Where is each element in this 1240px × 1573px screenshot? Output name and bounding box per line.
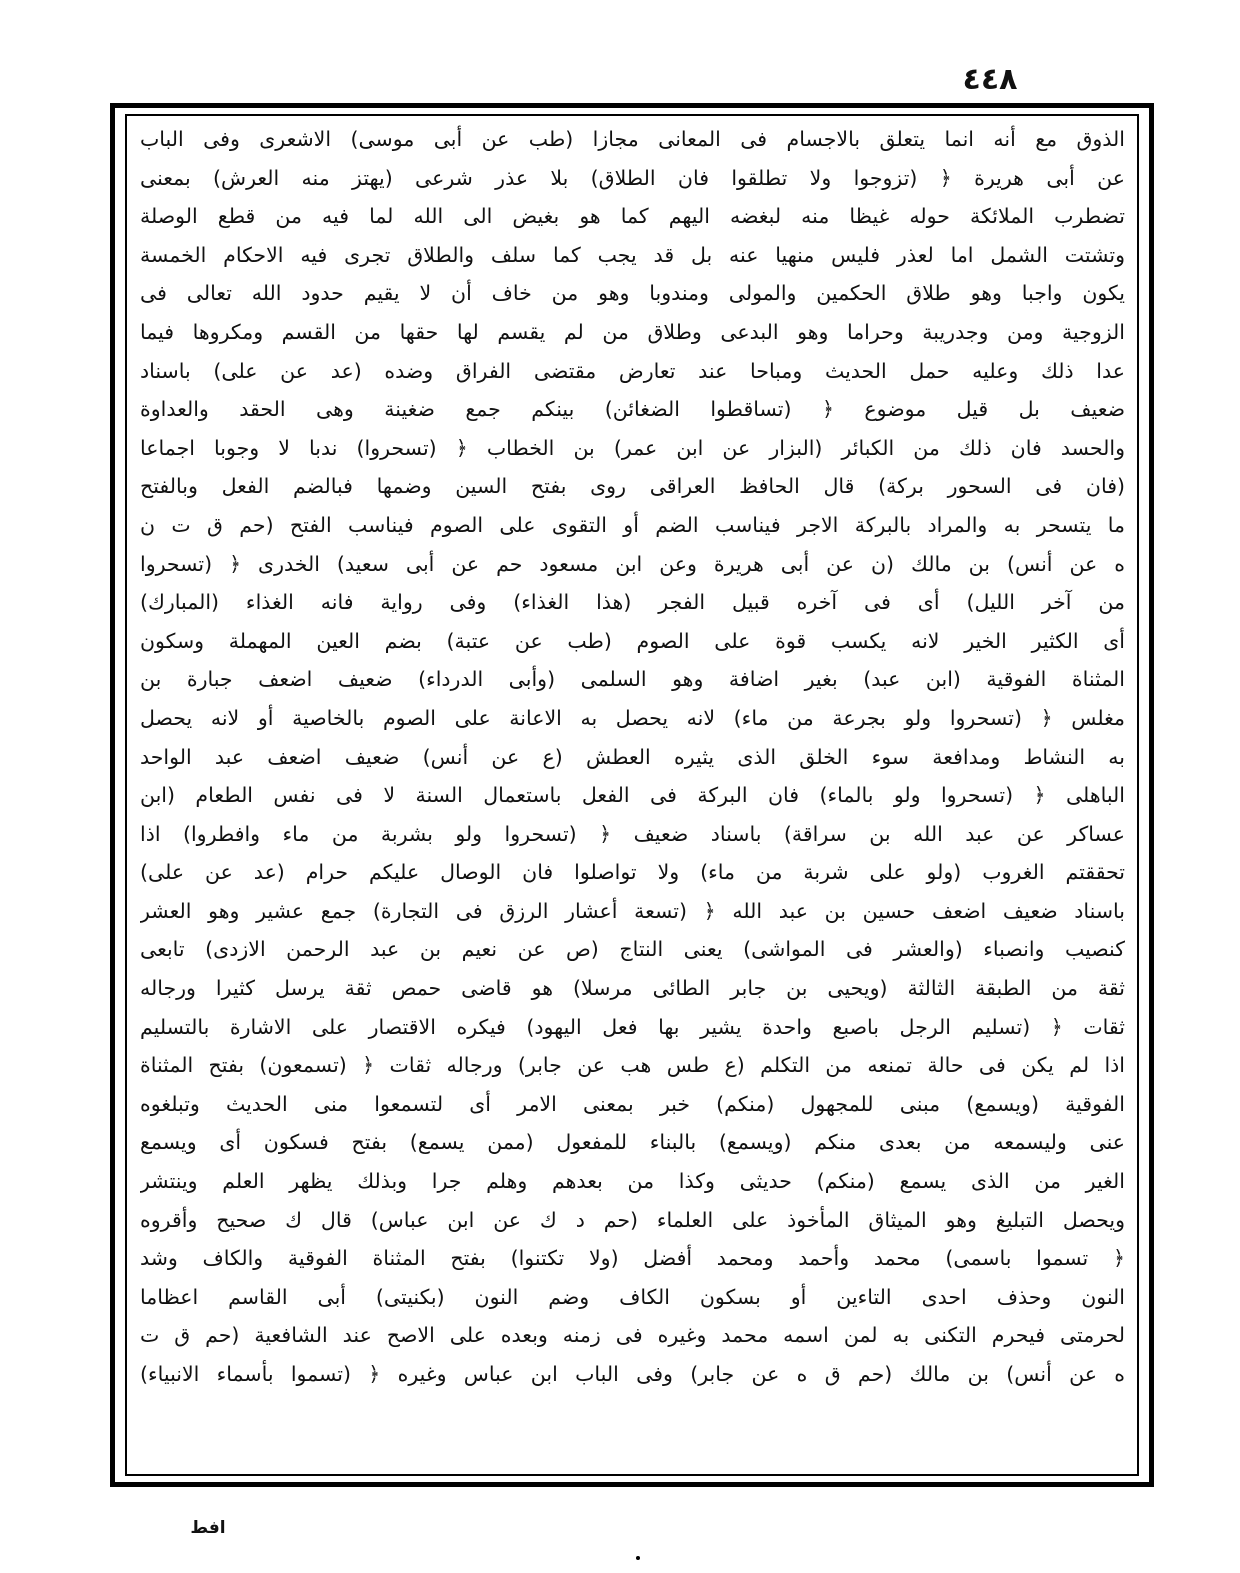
text-line: والحسد فان ذلك من الكبائر (البزار عن ابن عمر) بن الخطاب ﴿ (تسحروا) ندبا لا وجوبا اجماعا <box>140 435 1125 460</box>
text-line: يكون واجبا وهو طلاق الحكمين والمولى ومندوبا وهو من خاف أن لا يقيم حدود الله تعالى فى <box>140 281 1125 306</box>
text-line: كنصيب وانصباء (والعشر فى المواشى) يعنى النتاج (ص عن نعيم بن عبد الرحمن الازدى) تابعى <box>140 937 1125 962</box>
text-line: اذا لم يكن فى حالة تمنعه من التكلم (ع طس هب عن جابر) ورجاله ثقات ﴿ (تسمعون) بفتح المثناة <box>140 1053 1125 1078</box>
text-line: مغلس ﴿ (تسحروا ولو بجرعة من ماء) لانه يحصل به الاعانة على الصوم بالخاصية أو لانه يحصل <box>140 705 1125 730</box>
text-line: ﴿ تسموا باسمى) محمد وأحمد ومحمد أفضل (ولا تكتنوا) بفتح المثناة الفوقية والكاف وشد <box>140 1246 1125 1271</box>
text-body <box>140 120 1125 1470</box>
text-line: عساكر عن عبد الله بن سراقة) باسناد ضعيف ﴿ (تسحروا ولو بشربة من ماء وافطروا) اذا <box>140 821 1125 846</box>
text-line: ما يتسحر به والمراد بالبركة الاجر فيناسب الضم أو التقوى على الصوم فيناسب الفتح (حم ق ت ن <box>140 512 1125 537</box>
text-line: أى الكثير الخير لانه يكسب قوة على الصوم (طب عن عتبة) بضم العين المهملة وسكون <box>140 628 1125 653</box>
text-line: (فان فى السحور بركة) قال الحافظ العراقى روى بفتح السين وضمها فبالضم الفعل وبالفتح <box>140 474 1125 499</box>
page-number: ٤٤٨ <box>962 62 1018 97</box>
text-line: المثناة الفوقية (ابن عبد) بغير اضافة وهو السلمى (وأبى الدرداء) ضعيف اضعف جبارة بن <box>140 667 1125 692</box>
text-line: الزوجية ومن وجدريبة وحراما وهو البدعى وطلاق من لم يقسم لها حقها من القسم ومكروها فيما <box>140 319 1125 344</box>
text-line: به النشاط ومدافعة سوء الخلق الذى يثيره العطش (ع عن أنس) ضعيف اضعف عبد الواحد <box>140 744 1125 769</box>
text-line: عن أبى هريرة ﴿ (تزوجوا ولا تطلقوا فان الطلاق) بلا عذر شرعى (يهتز منه العرش) بمعنى <box>140 165 1125 190</box>
text-line: النون وحذف احدى التاءين أو بسكون الكاف وضم النون (بكنيتى) أبى القاسم اعظاما <box>140 1284 1125 1309</box>
text-line: الذوق مع أنه انما يتعلق بالاجسام فى المعانى مجازا (طب عن أبى موسى) الاشعرى وفى الباب <box>140 127 1125 151</box>
text-line: تحققتم الغروب (ولو على شربة من ماء) ولا تواصلوا فان الوصال عليكم حرام (عد عن على) <box>140 860 1125 885</box>
text-line: الفوقية (ويسمع) مبنى للمجهول (منكم) خبر بمعنى الامر أى لتسمعوا منى الحديث وتبلغوه <box>140 1091 1125 1116</box>
catchword: افط <box>190 1518 226 1538</box>
text-line: ه عن أنس) بن مالك (حم ق ه عن جابر) وفى الباب ابن عباس وغيره ﴿ (تسموا بأسماء الانبياء) <box>140 1362 1125 1386</box>
text-line: ه عن أنس) بن مالك (ن عن أبى هريرة وعن ابن مسعود حم عن أبى سعيد) الخدرى ﴿ (تسحروا <box>140 551 1125 576</box>
text-line: من آخر الليل) أى فى آخره قبيل الفجر (هذا الغذاء) وفى رواية فانه الغذاء (المبارك) <box>140 590 1125 615</box>
text-line: لحرمتى فيحرم التكنى به لمن اسمه محمد وغيره فى زمنه وبعده على الاصح عند الشافعية (حم ق ت <box>140 1323 1125 1348</box>
text-line: الغير من الذى يسمع (منكم) حديثى وكذا من بعدهم وهلم جرا وبذلك يظهر العلم وينتشر <box>140 1169 1125 1194</box>
text-line: عدا ذلك وعليه حمل الحديث ومباحا عند تعارض مقتضى الفراق وضده (عد عن على) باسناد <box>140 358 1125 383</box>
text-line: عنى وليسمعه من بعدى منكم (ويسمع) بالبناء للمفعول (ممن يسمع) بفتح فسكون أى ويسمع <box>140 1130 1125 1155</box>
text-line: ثقات ﴿ (تسليم الرجل باصبع واحدة يشير بها فعل اليهود) فيكره الاقتصار على الاشارة بالتسليم <box>140 1014 1125 1039</box>
text-line: الباهلى ﴿ (تسحروا ولو بالماء) فان البركة فى الفعل باستعمال السنة لا فى نفس الطعام (ابن <box>140 783 1125 808</box>
text-line: ضعيف بل قيل موضوع ﴿ (تساقطوا الضغائن) بينكم جمع ضغينة وهى الحقد والعداوة <box>140 397 1125 422</box>
margin-dot <box>636 1556 640 1560</box>
text-line: تضطرب الملائكة حوله غيظا منه لبغضه اليهم كما هو بغيض الى الله لما فيه من قطع الوصلة <box>140 204 1125 229</box>
text-line: باسناد ضعيف اضعف حسين بن عبد الله ﴿ (تسعة أعشار الرزق فى التجارة) جمع عشير وهو العشر <box>140 898 1125 923</box>
text-line: ثقة من الطبقة الثالثة (ويحيى بن جابر الطائى مرسلا) هو قاضى حمص ثقة يرسل كثيرا ورجاله <box>140 976 1125 1001</box>
text-line: وتشتت الشمل اما لعذر فليس منهيا عنه بل قد يجب كما سلف والطلاق تجرى فيه الاحكام الخمسة <box>140 242 1125 267</box>
text-line: ويحصل التبليغ وهو الميثاق المأخوذ على العلماء (حم د ك عن ابن عباس) قال ك صحيح وأقروه <box>140 1207 1125 1232</box>
